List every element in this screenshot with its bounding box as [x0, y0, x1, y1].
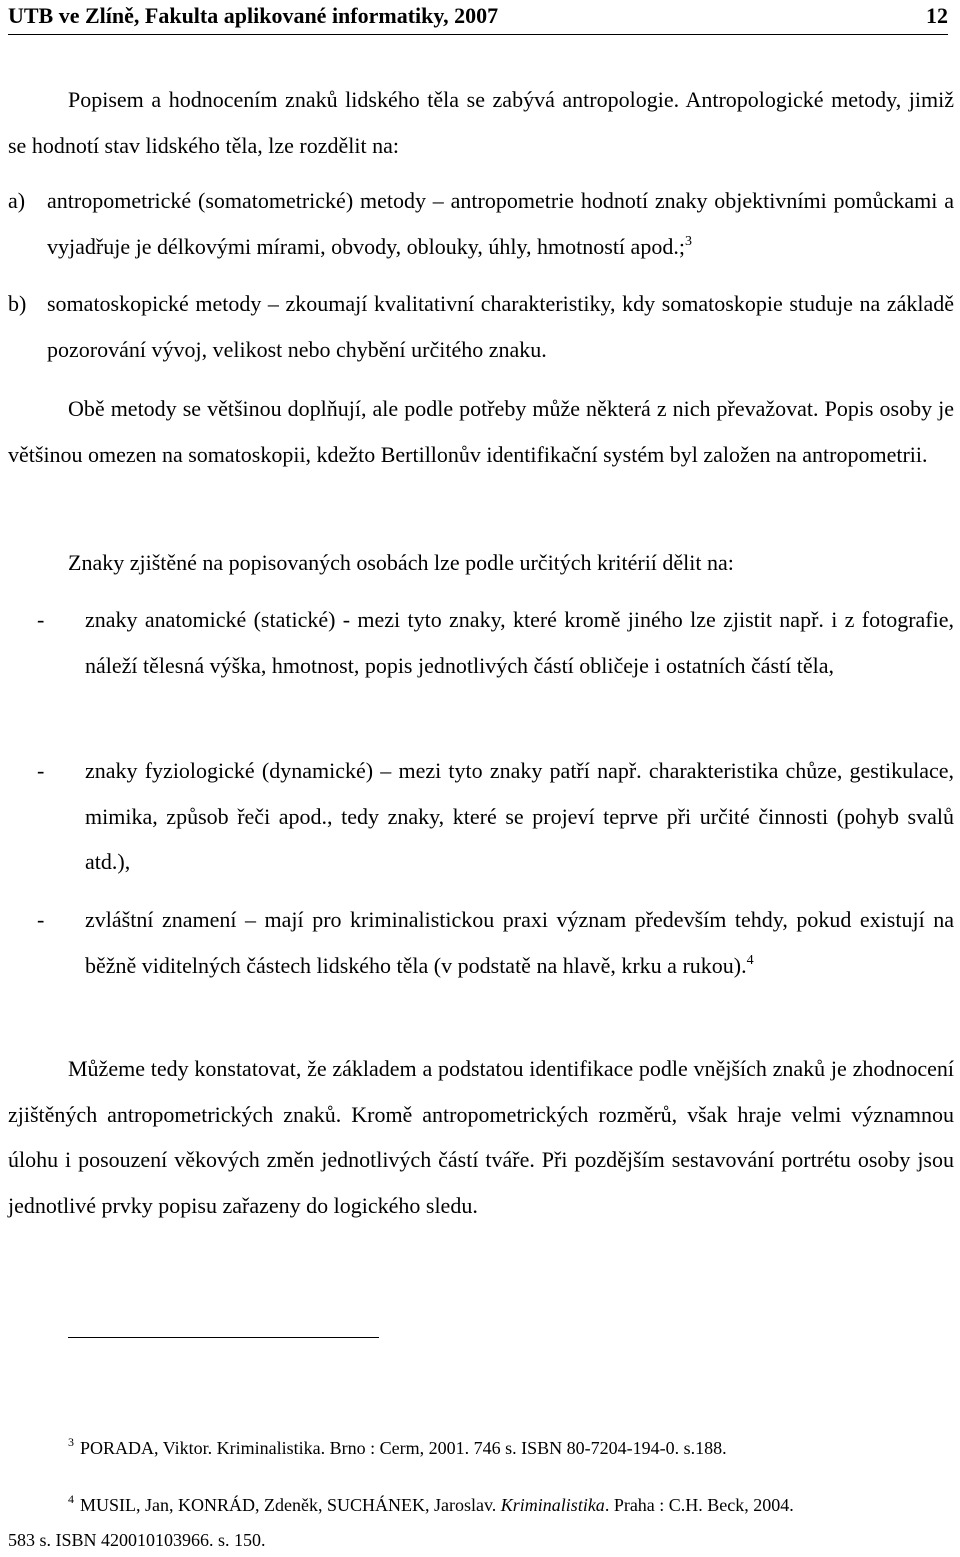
footnote-4	[68, 1488, 794, 1522]
footnote-4-authors: MUSIL, Jan, KONRÁD, Zdeněk, SUCHÁNEK, Jaroslav.	[80, 1495, 497, 1515]
footnote-ref-4: 4	[746, 952, 754, 968]
list-item-a	[0, 178, 960, 270]
footnote-3-number: 3	[68, 1435, 74, 1449]
item-a-body	[47, 178, 954, 269]
features-intro: Znaky zjištěné na popisovaných osobách lze podle určitých kritérií dělit na:	[68, 550, 734, 575]
footnote-4-number: 4	[68, 1492, 74, 1506]
footnote-separator	[68, 1337, 379, 1338]
footnote-3-text: PORADA, Viktor. Kriminalistika. Brno : Cerm, 2001. 746 s. ISBN 80-7204-194-0. s.188.	[80, 1438, 727, 1458]
page-header	[8, 0, 948, 35]
item-b-label: b)	[8, 291, 27, 316]
dash-item-special	[0, 897, 960, 1034]
page-number: 12	[926, 3, 948, 28]
item-b-text: somatoskopické metody – zkoumají kvalitativní charakteristiky, kdy somatoskopie studuje na základě pozorování vývoj, velikost nebo chybění určitého znaku.	[47, 291, 954, 362]
footnote-3	[68, 1431, 727, 1465]
methods-paragraph: Obě metody se většinou doplňují, ale podle potřeby může některá z nich převažovat. Popis osoby je většinou omezen na somatoskopii, kdežto Bertillonův identifikační systém byl založen na antropometrii.	[8, 396, 954, 467]
dash-item-anatomic-text: znaky anatomické (statické) - mezi tyto znaky, které kromě jiného lze zjistit např. i z fotografie, náleží tělesná výška, hmotnost, popis jednotlivých částí obličeje i ostatních částí těla,	[85, 607, 954, 678]
dash-item-special-text: zvláštní znamení – mají pro kriminalistickou praxi význam především tehdy, pokud existují na běžně viditelných částech lidského těla (v podstatě na hlavě, krku a rukou).	[85, 907, 954, 978]
list-item-b	[0, 281, 960, 373]
dash-bullet: -	[37, 907, 45, 932]
footnote-ref-3: 3	[684, 233, 692, 249]
dash-bullet: -	[37, 758, 45, 783]
conclusion-paragraph: Můžeme tedy konstatovat, že základem a podstatou identifikace podle vnějších znaků je zhodnocení zjištěných antropometrických znaků. Kromě antropometrických rozměrů, však hraje velmi významnou úlohu i posouzení věkových změn jednotlivých částí tváře. Při pozdějším sestavování portrétu osoby jsou jednotlivé prvky popisu zařazeny do logického sledu.	[8, 1056, 954, 1218]
footnote-4-continuation: 583 s. ISBN 420010103966. s. 150.	[8, 1530, 266, 1550]
item-a-label: a)	[8, 188, 26, 213]
footnote-4-publisher: . Praha : C.H. Beck, 2004.	[604, 1495, 794, 1515]
dash-item-physiologic	[0, 748, 960, 885]
header-title: UTB ve Zlíně, Fakulta aplikované informatiky, 2007	[8, 3, 499, 28]
footnote-4-book-title: Kriminalistika	[500, 1495, 605, 1515]
dash-item-special-body	[85, 897, 954, 988]
item-a-text: antropometrické (somatometrické) metody – antropometrie hodnotí znaky objektivními pomůckami a vyjadřuje je délkovými mírami, obvody, oblouky, úhly, hmotností apod.;	[47, 188, 954, 259]
dash-item-anatomic	[0, 597, 960, 734]
dash-bullet: -	[37, 607, 45, 632]
dash-item-physiologic-text: znaky fyziologické (dynamické) – mezi tyto znaky patří např. charakteristika chůze, gestikulace, mimika, způsob řeči apod., tedy znaky, které se projeví teprve při určité činnosti (pohyb svalů atd.),	[85, 758, 954, 874]
intro-paragraph: Popisem a hodnocením znaků lidského těla se zabývá antropologie. Antropologické metody, jimiž se hodnotí stav lidského těla, lze rozdělit na:	[8, 87, 954, 158]
